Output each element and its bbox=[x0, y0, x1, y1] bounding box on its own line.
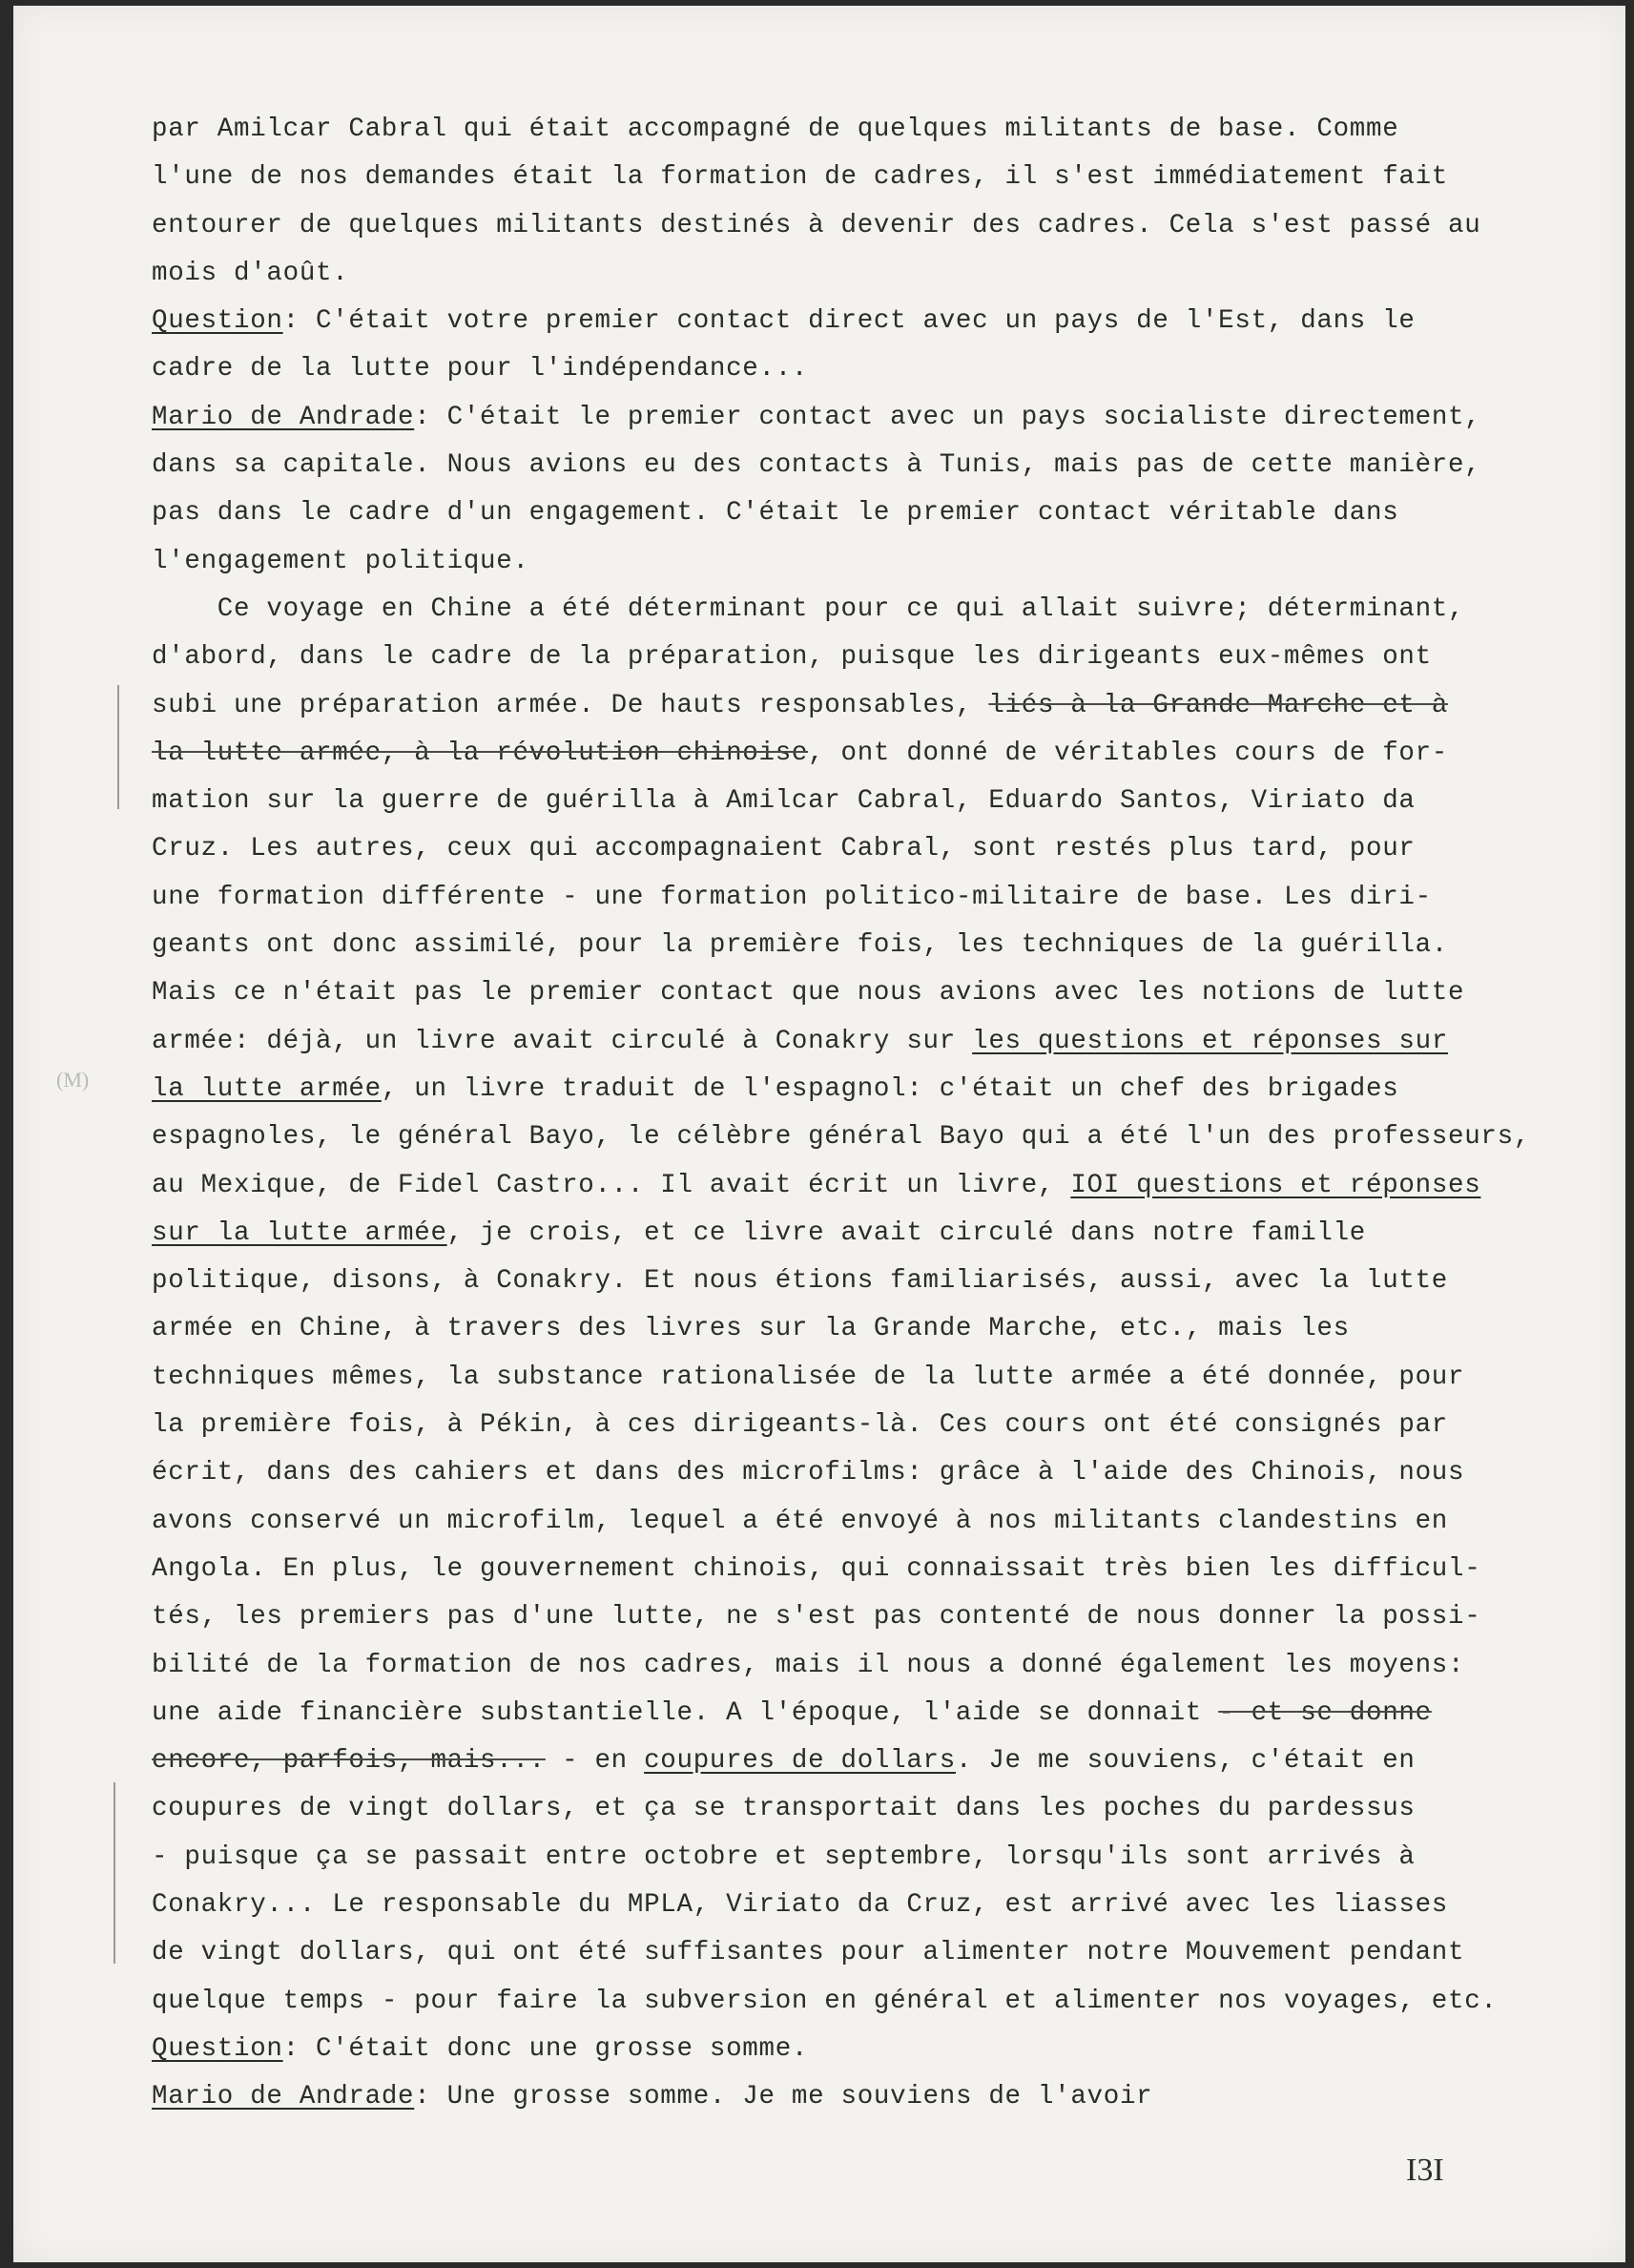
text-line: la première fois, à Pékin, à ces dirigeants-là. Ces cours ont été consignés par bbox=[152, 1410, 1449, 1441]
speaker-label: Question bbox=[152, 306, 283, 337]
speaker-label: Question bbox=[152, 2033, 283, 2064]
struck-text: - et se donne bbox=[1218, 1697, 1432, 1728]
question-line bbox=[152, 298, 1563, 345]
text-span: - en bbox=[545, 1746, 645, 1777]
speaker-label: Mario de Andrade bbox=[152, 402, 415, 432]
text-line bbox=[152, 1737, 1563, 1785]
margin-annotation: (M) bbox=[56, 1068, 90, 1092]
text-line: espagnoles, le général Bayo, le célèbre général Bayo qui a été l'un des professeurs, bbox=[152, 1122, 1531, 1153]
text-line: quelque temps - pour faire la subversion en général et alimenter nos voyages, etc. bbox=[152, 1986, 1498, 2016]
text-line: Angola. En plus, le gouvernement chinois, qui connaissait très bien les difficul- bbox=[152, 1553, 1481, 1584]
underlined-text: la lutte armée bbox=[152, 1073, 382, 1104]
book-title: sur la lutte armée bbox=[152, 1217, 447, 1248]
answer-line bbox=[152, 394, 1563, 442]
text-line: techniques mêmes, la substance rationalisée de la lutte armée a été donnée, pour bbox=[152, 1362, 1465, 1392]
text-line: Conakry... Le responsable du MPLA, Viriato da Cruz, est arrivé avec les liasses bbox=[152, 1889, 1449, 1920]
text-line bbox=[152, 730, 1563, 778]
text-line: Cruz. Les autres, ceux qui accompagnaient Cabral, sont restés plus tard, pour bbox=[152, 834, 1416, 864]
text-line bbox=[152, 682, 1563, 730]
speaker-label: Mario de Andrade bbox=[152, 2082, 415, 2112]
margin-pencil-mark bbox=[117, 685, 119, 809]
text-line: Mais ce n'était pas le premier contact que nous avions avec les notions de lutte bbox=[152, 978, 1465, 1009]
text-line: mation sur la guerre de guérilla à Amilcar Cabral, Eduardo Santos, Viriato da bbox=[152, 786, 1416, 817]
text-line bbox=[152, 1690, 1563, 1737]
margin-pencil-mark bbox=[114, 1782, 115, 1964]
book-title: IOI questions et réponses bbox=[1070, 1170, 1481, 1200]
page-number: I3I bbox=[1406, 2153, 1444, 2188]
text-line: cadre de la lutte pour l'indépendance... bbox=[152, 354, 809, 385]
answer-line bbox=[152, 2073, 1563, 2121]
text-line bbox=[152, 1210, 1563, 1258]
text-line: dans sa capitale. Nous avions eu des contacts à Tunis, mais pas de cette manière, bbox=[152, 450, 1481, 481]
text-line bbox=[152, 1018, 1563, 1066]
text-span: subi une préparation armée. De hauts responsables, bbox=[152, 690, 989, 720]
question-line bbox=[152, 2026, 1563, 2073]
text-line: par Amilcar Cabral qui était accompagné de quelques militants de base. Comme bbox=[152, 114, 1399, 144]
text-span: armée: déjà, un livre avait circulé à Conakry sur bbox=[152, 1026, 973, 1056]
underlined-text: les questions et réponses sur bbox=[972, 1026, 1449, 1056]
text-line bbox=[152, 1066, 1563, 1113]
answer-text: : C'était le premier contact avec un pays socialiste directement, bbox=[414, 402, 1481, 432]
text-line: entourer de quelques militants destinés à devenir des cadres. Cela s'est passé au bbox=[152, 210, 1481, 240]
text-line: de vingt dollars, qui ont été suffisantes pour alimenter notre Mouvement pendant bbox=[152, 1938, 1465, 1968]
text-line: écrit, dans des cahiers et dans des microfilms: grâce à l'aide des Chinois, nous bbox=[152, 1458, 1465, 1488]
text-line: pas dans le cadre d'un engagement. C'était le premier contact véritable dans bbox=[152, 498, 1399, 529]
text-line: armée en Chine, à travers des livres sur la Grande Marche, etc., mais les bbox=[152, 1314, 1350, 1344]
typewritten-text bbox=[152, 106, 1563, 2121]
text-line: l'une de nos demandes était la formation de cadres, il s'est immédiatement fait bbox=[152, 162, 1449, 193]
text-span: une aide financière substantielle. A l'époque, l'aide se donnait bbox=[152, 1697, 1219, 1728]
answer-text: : Une grosse somme. Je me souviens de l'avoir bbox=[414, 2082, 1153, 2112]
text-line: - puisque ça se passait entre octobre et septembre, lorsqu'ils sont arrivés à bbox=[152, 1841, 1416, 1872]
struck-text: liés à la Grande Marche et à bbox=[988, 690, 1449, 720]
paper-sheet bbox=[13, 6, 1625, 2262]
text-line: d'abord, dans le cadre de la préparation, puisque les dirigeants eux-mêmes ont bbox=[152, 642, 1432, 673]
underlined-text: coupures de dollars bbox=[644, 1746, 956, 1777]
text-line: bilité de la formation de nos cadres, mais il nous a donné également les moyens: bbox=[152, 1650, 1465, 1680]
text-line: tés, les premiers pas d'une lutte, ne s'est pas contenté de nous donner la possi- bbox=[152, 1602, 1481, 1633]
question-text: : C'était votre premier contact direct avec un pays de l'Est, dans le bbox=[282, 306, 1416, 337]
text-line: politique, disons, à Conakry. Et nous étions familiarisés, aussi, avec la lutte bbox=[152, 1266, 1449, 1297]
text-span: , ont donné de véritables cours de for- bbox=[808, 738, 1449, 768]
text-line: geants ont donc assimilé, pour la première fois, les techniques de la guérilla. bbox=[152, 930, 1449, 961]
text-span: , un livre traduit de l'espagnol: c'était un chef des brigades bbox=[381, 1073, 1399, 1104]
text-span: , je crois, et ce livre avait circulé dans notre famille bbox=[446, 1217, 1367, 1248]
text-line: avons conservé un microfilm, lequel a été envoyé à nos militants clandestins en bbox=[152, 1506, 1449, 1536]
text-line: Ce voyage en Chine a été déterminant pour ce qui allait suivre; déterminant, bbox=[152, 593, 1465, 624]
text-span: . Je me souviens, c'était en bbox=[955, 1746, 1416, 1777]
struck-text: encore, parfois, mais... bbox=[152, 1746, 546, 1777]
text-span: au Mexique, de Fidel Castro... Il avait écrit un livre, bbox=[152, 1170, 1071, 1200]
text-line: l'engagement politique. bbox=[152, 546, 529, 576]
struck-text: la lutte armée, à la révolution chinoise bbox=[152, 738, 809, 768]
text-line: coupures de vingt dollars, et ça se transportait dans les poches du pardessus bbox=[152, 1794, 1416, 1824]
text-line bbox=[152, 1162, 1563, 1210]
text-line: mois d'août. bbox=[152, 258, 349, 288]
question-text: : C'était donc une grosse somme. bbox=[282, 2033, 809, 2064]
text-line: une formation différente - une formation politico-militaire de base. Les diri- bbox=[152, 882, 1432, 912]
